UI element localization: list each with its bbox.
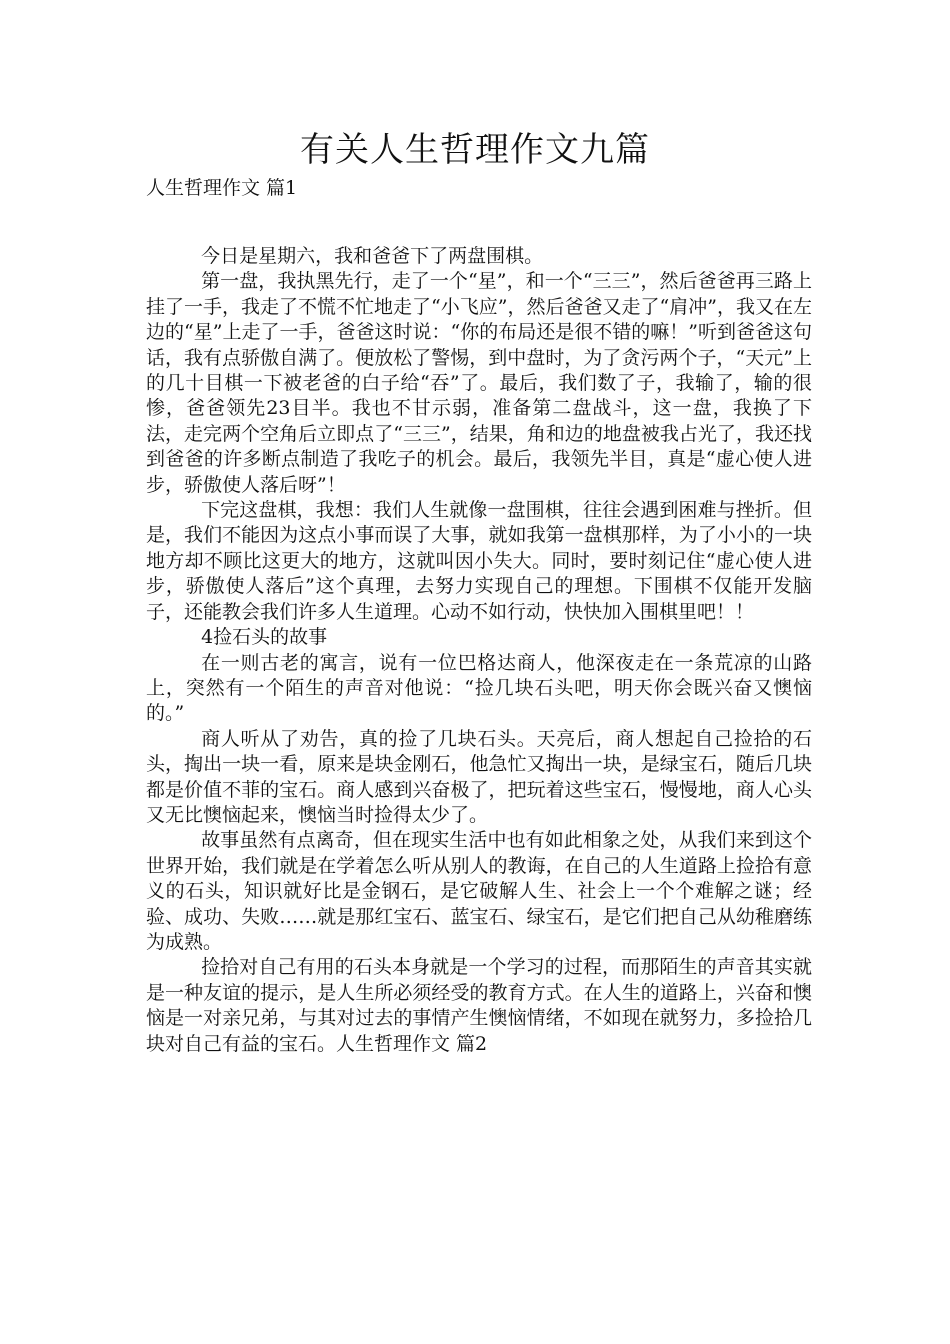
document-title: 有关人生哲理作文九篇 — [300, 130, 650, 170]
paragraph: 故事虽然有点离奇，但在现实生活中也有如此相象之处，从我们来到这个世界开始，我们就是在学着怎么听从别人的教诲，在自己的人生道路上捡拾有意义的石头，知识就好比是金钢石，是它破解人生、社会上一个个难解之谜；经验、成功、失败……就是那红宝石、蓝宝石、绿宝石，是它们把自己从幼稚磨练为成熟。 — [146, 829, 812, 953]
story-heading: 4捡石头的故事 — [201, 626, 328, 649]
paragraph: 商人听从了劝告，真的捡了几块石头。天亮后，商人想起自己捡拾的石头，掏出一块一看，原来是块金刚石，他急忙又掏出一块，是绿宝石，随后几块都是价值不菲的宝石。商人感到兴奋极了，把玩着这些宝石，慢慢地，商人心头又无比懊恼起来，懊恼当时捡得太少了。 — [146, 727, 812, 826]
paragraph: 第一盘，我执黑先行，走了一个“星”，和一个“三三”，然后爸爸再三路上挂了一手，我走了不慌不忙地走了“小飞应”，然后爸爸又走了“肩冲”，我又在左边的“星”上走了一手，爸爸这时说：“你的布局还是很不错的嘛！”听到爸爸这句话，我有点骄傲自满了。便放松了警惕，到中盘时，为了贪污两个子，“天元”上的几十目棋一下被老爸的白子给“吞”了。最后，我们数了子，我输了，输的很惨，爸爸领先23目半。我也不甘示弱，准备第二盘战斗，这一盘，我换了下法，走完两个空角后立即点了“三三”，结果，角和边的地盘被我占光了，我还找到爸爸的许多断点制造了我吃子的机会。最后，我领先半目，真是“虚心使人进步，骄傲使人落后呀”！ — [146, 270, 812, 496]
section-heading: 人生哲理作文 篇1 — [146, 177, 298, 199]
document-body — [146, 244, 812, 1057]
paragraph: 下完这盘棋，我想：我们人生就像一盘围棋，往往会遇到困难与挫折。但是，我们不能因为这点小事而误了大事，就如我第一盘棋那样，为了小小的一块地方却不顾比这更大的地方，这就叫因小失大。同时，要时刻记住“虚心使人进步，骄傲使人落后”这个真理，去努力实现自己的理想。下围棋不仅能开发脑子，还能教会我们许多人生道理。心动不如行动，快快加入围棋里吧！！ — [146, 499, 812, 623]
paragraph: 捡拾对自己有用的石头本身就是一个学习的过程，而那陌生的声音其实就是一种友谊的提示，是人生所必须经受的教育方式。在人生的道路上，兴奋和懊恼是一对亲兄弟，与其对过去的事情产生懊恼情绪，不如现在就努力，多捡拾几块对自己有益的宝石。人生哲理作文 篇2 — [146, 956, 812, 1055]
paragraph: 今日是星期六，我和爸爸下了两盘围棋。 — [201, 245, 544, 267]
paragraph: 在一则古老的寓言，说有一位巴格达商人，他深夜走在一条荒凉的山路上，突然有一个陌生的声音对他说：“捡几块石头吧，明天你会既兴奋又懊恼的。” — [146, 651, 812, 725]
